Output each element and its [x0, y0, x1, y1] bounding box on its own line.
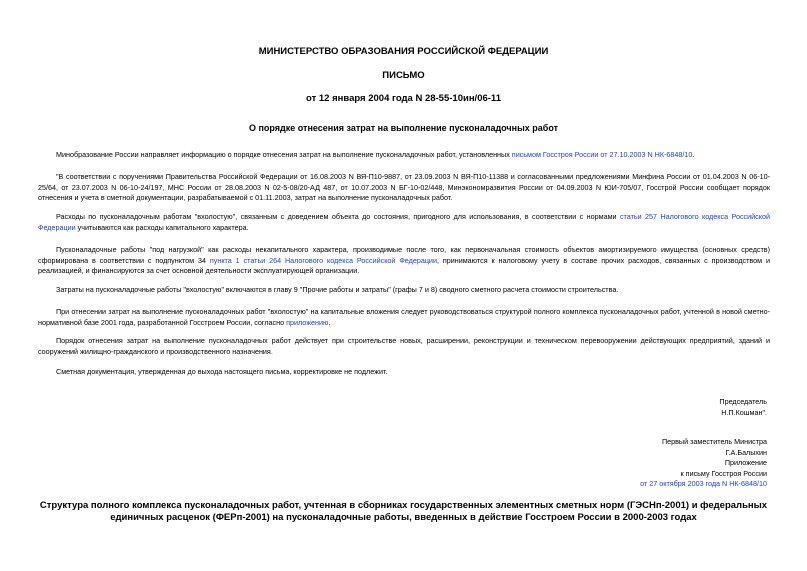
- paragraph-4-text: Пусконаладочные работы "под нагрузкой" как расходы некапитального характера, производимые после того, как первоначальная стоимость объектов амортизируемого имущества (основных средств) сформирована в соответствии с подпунктом 34: [38, 245, 770, 265]
- paragraph-6-end: .: [328, 317, 331, 327]
- deputy-title: Первый заместитель Министра: [661, 437, 767, 446]
- link-tax-code-article-264[interactable]: пункта 1 статьи 264 Налогового кодекса Российской Федерации: [209, 255, 437, 265]
- deputy-name: Г.А.Балыхин: [725, 447, 767, 457]
- paragraph-1-text: Минобразование России направляет информацию о порядке отнесения затрат на выполнение пусконаладочных работ, установленных: [56, 150, 512, 159]
- paragraph-1-end: .: [692, 150, 695, 159]
- chair-name: Н.П.Кошман".: [721, 407, 767, 417]
- document-subject: О порядке отнесения затрат на выполнение пусконаладочных работ: [248, 123, 559, 133]
- document-date-number: от 12 января 2004 года N 28-55-10ин/06-11: [306, 93, 501, 104]
- link-tax-code-article-257[interactable]: статьи 257 Налогового кодекса Российской Федерации: [38, 212, 770, 232]
- ministry-heading: МИНИСТЕРСТВО ОБРАЗОВАНИЯ РОССИЙСКОЙ ФЕДЕРАЦИИ: [258, 46, 549, 57]
- link-appendix-reference-letter[interactable]: от 27 октября 2003 года N НК-6848/10: [640, 479, 767, 489]
- paragraph-8-text: Сметная документация, утвержденная до выхода настоящего письма, корректировке не подлежит.: [56, 367, 388, 376]
- paragraph-3-text: Расходы по пусконаладочным работам "вхолостую", связанным с доведением объекта до состояния, пригодного для использования, в соответствии с нормами: [56, 212, 620, 221]
- paragraph-4-end: , принимаются к налоговому учету в составе прочих расходов, связанных с производством и реализацией, и финансируются за счет основной деятельности эксплуатирующей организации.: [38, 255, 770, 276]
- appendix-label: Приложение: [724, 458, 767, 468]
- paragraph-7: [38, 336, 770, 357]
- document-type-heading: ПИСЬМО: [382, 70, 425, 81]
- chair-signature: [719, 397, 767, 418]
- deputy-signature-and-appendix: [640, 437, 767, 490]
- paragraph-1: [38, 150, 770, 161]
- paragraph-6: [38, 307, 770, 328]
- paragraph-2-text: "В соответствии с поручениями Правительства Российской Федерации от 16.08.2003 N ВЯ-П10-9887, от 23.09.2003 N ВЯ-П10-11388 и согласованными предложениями Минфина России от 01.04.2003 N 06-10-25/64, от 23.07.2003 N 06-10-24/197, МНС России от 28.08.2003 N 02-5-08/20-АД 487, от 10.07.2003 N БГ-10-02/448, Минэкономразвития России от 04.09.2003 N ЮИ-705/07, Госстрой России сообщает порядок отнесения и учета в сметной документации, разрабатываемой с 01.11.2003, затрат на выполнение пусконаладочных работ.: [38, 172, 770, 203]
- paragraph-5: [38, 285, 770, 296]
- paragraph-8: [38, 367, 770, 378]
- paragraph-5-text: Затраты на пусконаладочные работы "вхолостую" включаются в главу 9 "Прочие работы и затраты" (графы 7 и 8) сводного сметного расчета стоимости строительства.: [56, 285, 619, 294]
- link-appendix[interactable]: приложению: [286, 317, 329, 327]
- paragraph-3-end: учитываются как расходы капитального характера.: [75, 222, 249, 232]
- paragraph-7-text: Порядок отнесения затрат на выполнение пусконаладочных работ действует при строительстве новых, расширении, реконструкции и техническом перевооружении действующих предприятий, зданий и сооружений жилищно-гражданского и производственного назначения.: [38, 336, 770, 356]
- paragraph-3: [38, 212, 770, 233]
- appendix-title: Структура полного комплекса пусконаладочных работ, учтенная в сборниках государственных элементных сметных норм (ГЭСНп-2001) и федеральных единичных расценок (ФЕРп-2001) на пусконаладочные работы, введенных в действие Госстроем России в 2000-2003 годах: [39, 500, 768, 523]
- chair-title: Председатель: [719, 397, 767, 406]
- paragraph-4: [38, 245, 770, 277]
- link-gosstroy-letter[interactable]: письмом Госстроя России от 27.10.2003 N НК-6848/10: [511, 150, 693, 159]
- appendix-reference: к письму Госстроя России: [680, 468, 767, 478]
- paragraph-6-text: При отнесении затрат на выполнение пусконаладочных работ "вхолостую" на капитальные вложения следует руководствоваться структурой полного комплекса пусконаладочных работ, учтенной в новой сметно-нормативной базе 2001 года, разработанной Госстроем России, согласно: [38, 307, 770, 327]
- paragraph-2: [38, 172, 770, 204]
